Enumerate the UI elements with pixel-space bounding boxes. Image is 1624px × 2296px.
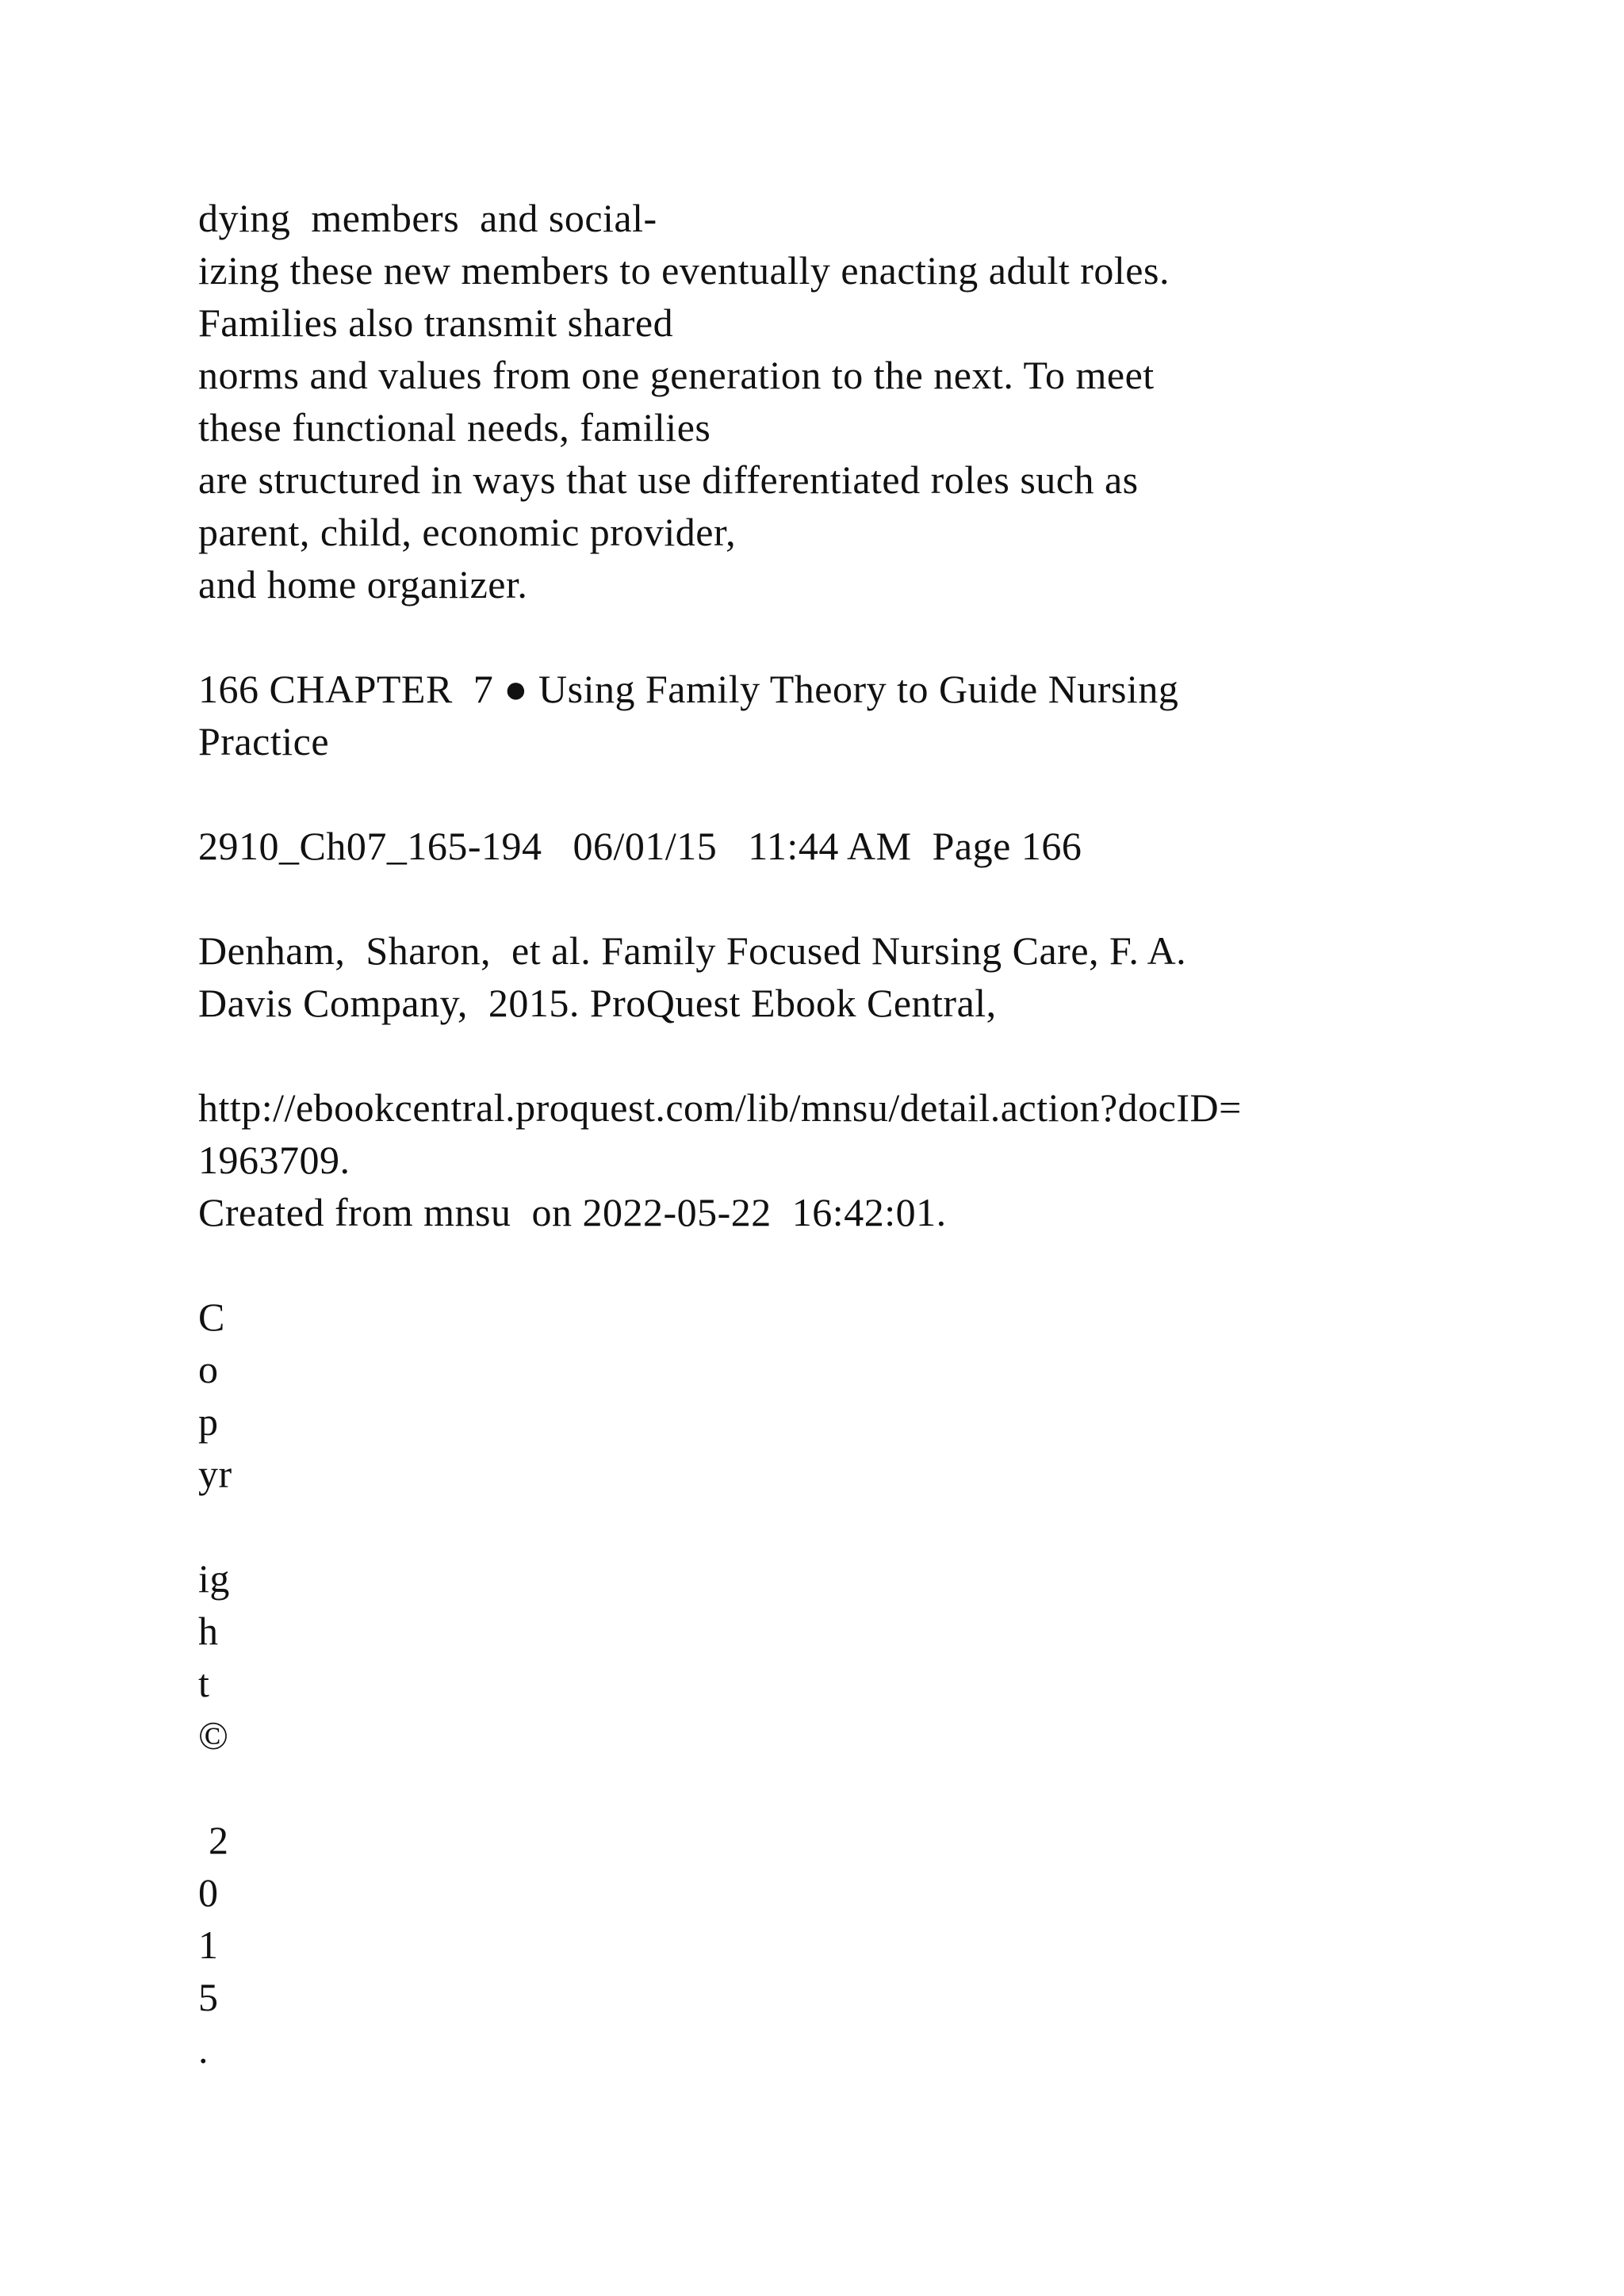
- body-line: parent, child, economic provider,: [198, 510, 737, 554]
- watermark-fragment: 0: [198, 1870, 219, 1915]
- body-line: izing these new members to eventually enacting adult roles.: [198, 248, 1170, 293]
- running-header-line: 166 CHAPTER 7 ● Using Family Theory to Guide Nursing: [198, 667, 1179, 711]
- body-line: Families also transmit shared: [198, 300, 674, 345]
- watermark-fragment: h: [198, 1609, 219, 1653]
- created-stamp: Created from mnsu on 2022-05-22 16:42:01.: [198, 1190, 947, 1234]
- spacer: [198, 1238, 1546, 1291]
- file-stamp: 2910_Ch07_165-194 06/01/15 11:44 AM Page 166: [198, 824, 1082, 868]
- spacer: [198, 872, 1546, 924]
- watermark-fragment: yr: [198, 1452, 232, 1496]
- spacer: [198, 1029, 1546, 1081]
- spacer: [198, 767, 1546, 820]
- body-line: norms and values from one generation to the next. To meet: [198, 353, 1155, 397]
- body-line: dying members and social-: [198, 196, 657, 240]
- spacer: [198, 1500, 1546, 1552]
- spacer: [198, 1762, 1546, 1814]
- watermark-fragment: ig: [198, 1556, 230, 1601]
- body-paragraph: [198, 192, 1546, 610]
- watermark-fragment: o: [198, 1347, 219, 1391]
- watermark-fragment: t: [198, 1661, 210, 1705]
- spacer: [198, 610, 1546, 663]
- body-line: are structured in ways that use differentiated roles such as: [198, 457, 1139, 502]
- source-url: http://ebookcentral.proquest.com/lib/mnsu/detail.action?docID=: [198, 1085, 1242, 1130]
- watermark-fragment: 5: [198, 1975, 219, 2019]
- running-header: [198, 663, 1546, 767]
- watermark-fragment: C: [198, 1295, 225, 1339]
- source-url: 1963709.: [198, 1138, 350, 1182]
- citation-line: Denham, Sharon, et al. Family Focused Nursing Care, F. A.: [198, 928, 1187, 973]
- source-block: [198, 1081, 1546, 1238]
- watermark-fragment: 1: [198, 1923, 219, 1967]
- body-line: these functional needs, families: [198, 405, 711, 450]
- watermark-fragment: p: [198, 1399, 219, 1444]
- running-header-line: Practice: [198, 719, 330, 763]
- copyright-watermark: [198, 1291, 1546, 2076]
- citation: [198, 924, 1546, 1029]
- watermark-fragment: ©: [198, 1713, 229, 1758]
- watermark-fragment: 2: [198, 1818, 229, 1862]
- document-page: [198, 192, 1546, 2076]
- watermark-fragment: .: [198, 2027, 209, 2072]
- citation-line: Davis Company, 2015. ProQuest Ebook Central,: [198, 981, 997, 1025]
- body-line: and home organizer.: [198, 562, 528, 607]
